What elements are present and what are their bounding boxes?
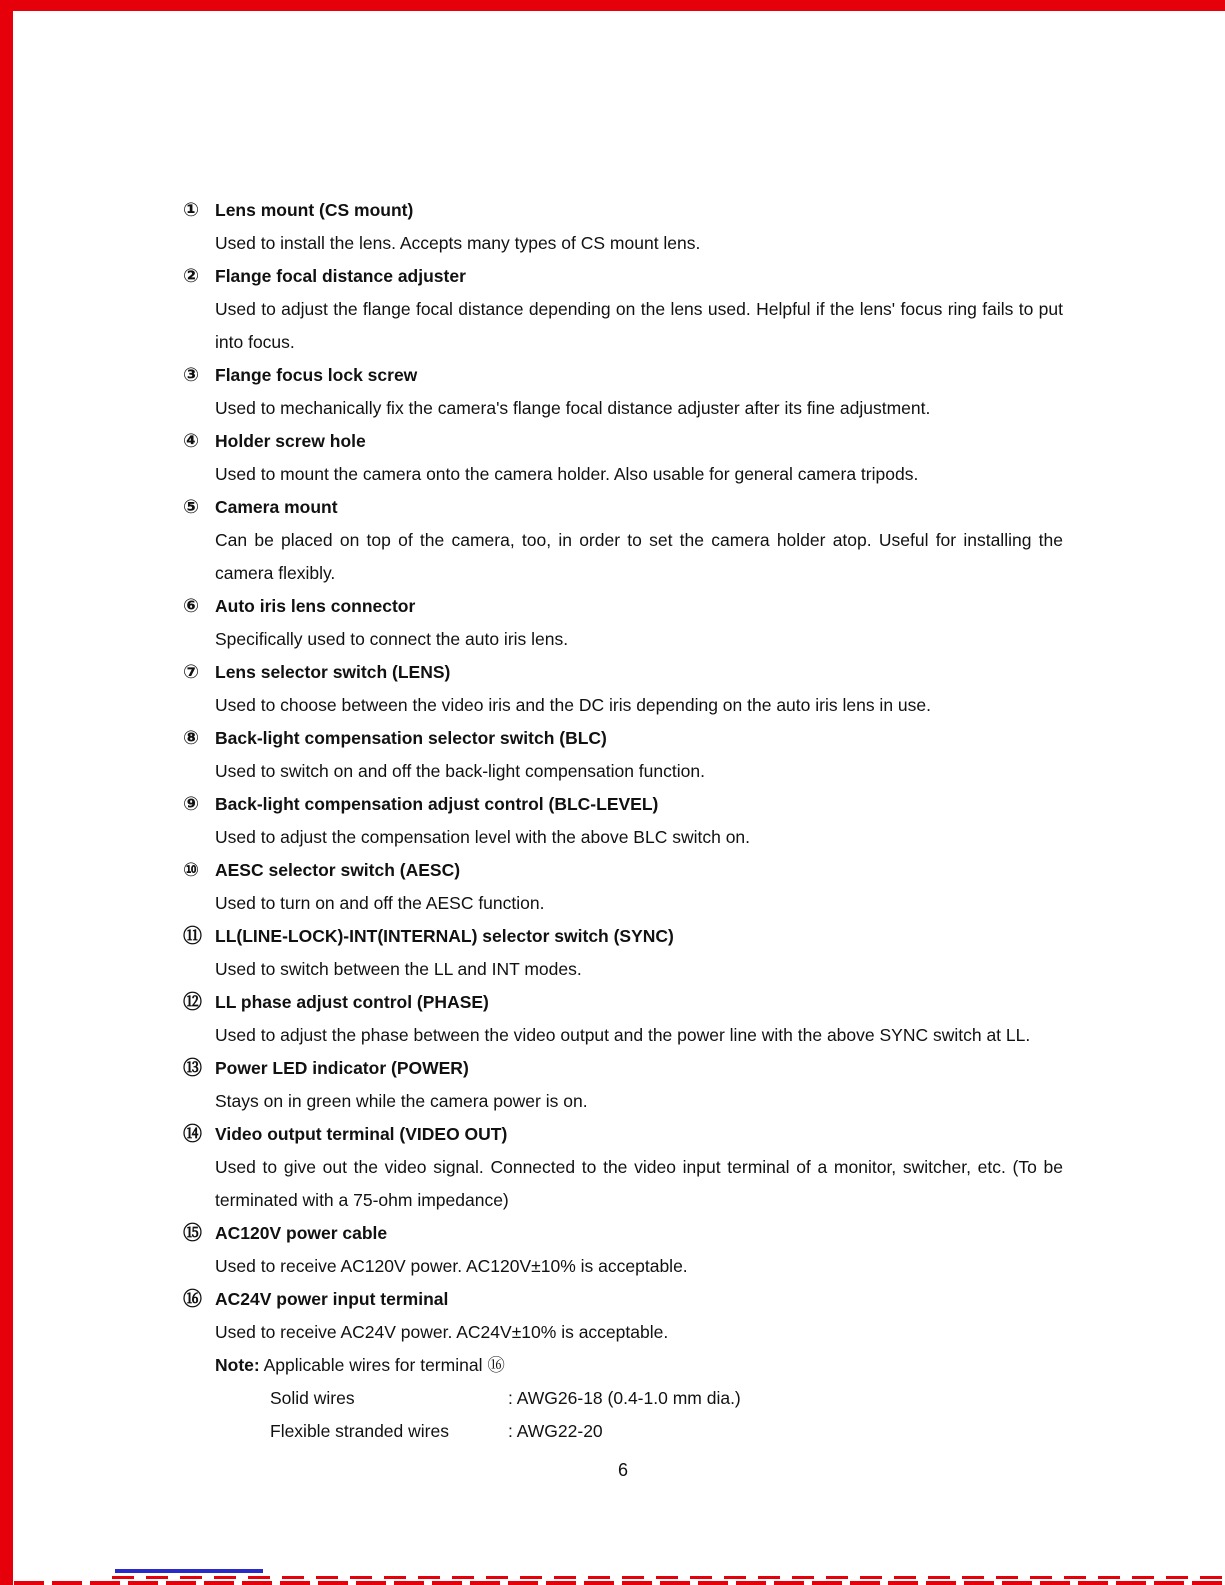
- item-number: ⑨: [183, 793, 200, 815]
- item-text: [215, 359, 1063, 425]
- item-text: [215, 854, 1063, 920]
- note-label: Note:: [215, 1355, 260, 1375]
- item-body: Used to switch between the LL and INT modes.: [215, 959, 582, 979]
- item-title: AESC selector switch (AESC): [215, 860, 461, 880]
- item-number: ①: [183, 199, 200, 221]
- wire-spec-value: : AWG26-18 (0.4-1.0 mm dia.): [508, 1388, 741, 1408]
- item-number: ⑭: [183, 1123, 203, 1145]
- item-title: Holder screw hole: [215, 431, 366, 451]
- wire-spec-label: Solid wires: [270, 1388, 355, 1408]
- list-item-holder-screw-hole: [183, 425, 1063, 491]
- scan-blue-mark: [115, 1569, 263, 1573]
- item-number: ⑪: [183, 925, 203, 947]
- item-number: ⑥: [183, 595, 200, 617]
- item-body: Used to give out the video signal. Connected to the video input terminal of a monitor, switcher, etc. (To be terminated with a 75-ohm impedance): [215, 1157, 1063, 1210]
- item-body: Used to choose between the video iris and the DC iris depending on the auto iris lens in use.: [215, 695, 931, 715]
- item-body: Used to turn on and off the AESC function.: [215, 893, 545, 913]
- wire-spec-value: : AWG22-20: [508, 1421, 603, 1441]
- list-item-blc-level-control: [183, 788, 1063, 854]
- item-body: Can be placed on top of the camera, too, in order to set the camera holder atop. Useful for installing the camera flexibly.: [215, 530, 1063, 583]
- item-body: Used to install the lens. Accepts many types of CS mount lens.: [215, 233, 701, 253]
- list-item-camera-mount: [183, 491, 1063, 590]
- item-title: Lens mount (CS mount): [215, 200, 414, 220]
- note-section: [215, 1349, 1063, 1448]
- item-body: Used to switch on and off the back-light compensation function.: [215, 761, 705, 781]
- manual-page-content: [183, 194, 1063, 1487]
- item-text: [215, 194, 1063, 260]
- item-title: Back-light compensation adjust control (BLC-LEVEL): [215, 794, 659, 814]
- list-item-flange-focus-lock-screw: [183, 359, 1063, 425]
- item-title: Video output terminal (VIDEO OUT): [215, 1124, 508, 1144]
- scan-red-dashes-upper: [112, 1576, 1225, 1579]
- item-title: AC120V power cable: [215, 1223, 388, 1243]
- item-body: Used to mount the camera onto the camera holder. Also usable for general camera tripods.: [215, 464, 919, 484]
- item-body: Used to mechanically fix the camera's flange focal distance adjuster after its fine adjustment.: [215, 398, 931, 418]
- list-item-aesc-selector-switch: [183, 854, 1063, 920]
- list-item-lens-mount: [183, 194, 1063, 260]
- list-item-lens-selector-switch: [183, 656, 1063, 722]
- item-text: [215, 920, 1063, 986]
- item-number: ⑫: [183, 991, 203, 1013]
- list-item-ll-phase-control: [183, 986, 1063, 1052]
- item-number: ⑩: [183, 859, 200, 881]
- note-text: Applicable wires for terminal ⑯: [259, 1355, 505, 1375]
- item-number: ③: [183, 364, 200, 386]
- item-title: Back-light compensation selector switch (BLC): [215, 728, 607, 748]
- item-text: [215, 1217, 1063, 1283]
- item-number: ⑤: [183, 496, 200, 518]
- note-heading: [215, 1349, 1063, 1382]
- wire-spec-row-solid: [270, 1382, 1063, 1415]
- item-number: ⑦: [183, 661, 200, 683]
- item-title: AC24V power input terminal: [215, 1289, 449, 1309]
- page-number: 6: [617, 1460, 628, 1480]
- item-text: [215, 788, 1063, 854]
- item-body: Used to adjust the phase between the video output and the power line with the above SYNC switch at LL.: [215, 1025, 1031, 1045]
- item-text: [215, 1052, 1063, 1118]
- item-title: LL phase adjust control (PHASE): [215, 992, 489, 1012]
- item-number: ⑬: [183, 1057, 203, 1079]
- item-title: LL(LINE-LOCK)-INT(INTERNAL) selector switch (SYNC): [215, 926, 674, 946]
- item-body: Specifically used to connect the auto iris lens.: [215, 629, 569, 649]
- item-title: Camera mount: [215, 497, 338, 517]
- item-text: [215, 722, 1063, 788]
- list-item-power-led-indicator: [183, 1052, 1063, 1118]
- list-item-blc-selector-switch: [183, 722, 1063, 788]
- item-text: [215, 1283, 1063, 1349]
- item-title: Lens selector switch (LENS): [215, 662, 451, 682]
- item-body: Stays on in green while the camera power is on.: [215, 1091, 588, 1111]
- item-body: Used to receive AC120V power. AC120V±10% is acceptable.: [215, 1256, 688, 1276]
- list-item-flange-focal-adjuster: [183, 260, 1063, 359]
- item-number: ④: [183, 430, 200, 452]
- wire-spec-label: Flexible stranded wires: [270, 1421, 449, 1441]
- item-title: Power LED indicator (POWER): [215, 1058, 469, 1078]
- list-item-ac120v-power-cable: [183, 1217, 1063, 1283]
- item-body: Used to adjust the flange focal distance depending on the lens used. Helpful if the lens' focus ring fails to put into focus.: [215, 299, 1063, 352]
- list-item-auto-iris-lens-connector: [183, 590, 1063, 656]
- item-text: [215, 425, 1063, 491]
- item-number: ⑧: [183, 727, 200, 749]
- item-body: Used to receive AC24V power. AC24V±10% is acceptable.: [215, 1322, 669, 1342]
- item-number: ⑯: [183, 1288, 203, 1310]
- item-text: [215, 986, 1063, 1052]
- item-number: ⑮: [183, 1222, 203, 1244]
- scan-red-dashes-lower: [14, 1581, 1225, 1585]
- scan-border-top: [0, 0, 1225, 11]
- list-item-video-output-terminal: [183, 1118, 1063, 1217]
- wire-spec-row-flexible: [270, 1415, 1063, 1448]
- item-text: [215, 656, 1063, 722]
- item-title: Auto iris lens connector: [215, 596, 416, 616]
- item-title: Flange focal distance adjuster: [215, 266, 466, 286]
- item-text: [215, 1118, 1063, 1217]
- list-item-sync-selector-switch: [183, 920, 1063, 986]
- item-text: [215, 491, 1063, 590]
- item-number: ②: [183, 265, 200, 287]
- scan-border-left: [0, 0, 13, 1585]
- list-item-ac24v-power-input-terminal: [183, 1283, 1063, 1349]
- item-body: Used to adjust the compensation level with the above BLC switch on.: [215, 827, 751, 847]
- item-title: Flange focus lock screw: [215, 365, 418, 385]
- item-text: [215, 260, 1063, 359]
- item-text: [215, 590, 1063, 656]
